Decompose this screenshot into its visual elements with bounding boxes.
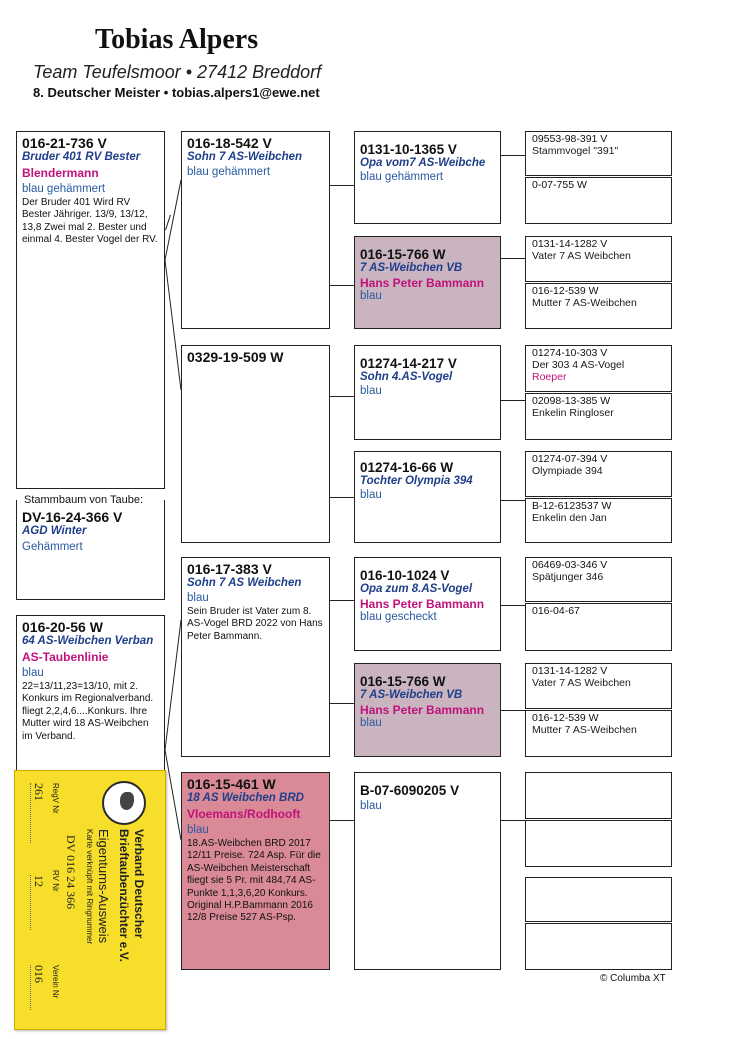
- g3-breeder-5: Hans Peter Bammann: [360, 597, 485, 611]
- g3-ring-1: 0131-10-1365 V: [360, 142, 457, 157]
- g3-box-3: [354, 345, 501, 440]
- g3-ring-4: 01274-16-66 W: [360, 460, 454, 475]
- g3-box-5: [354, 557, 501, 651]
- g4-ring-4: 016-12-539 W: [532, 285, 599, 297]
- owner-name: Tobias Alpers: [95, 24, 259, 55]
- g4-box-11: [525, 663, 672, 709]
- g4-ring-12: 016-12-539 W: [532, 712, 599, 724]
- g3-color-7: blau: [360, 800, 382, 812]
- father-name: Bruder 401 RV Bester: [22, 151, 141, 163]
- g4-note-9: Spätjunger 346: [532, 571, 604, 583]
- g4-box-14: [525, 820, 672, 867]
- g4-extra-5: Roeper: [532, 371, 567, 383]
- card-title: Eigentums-Ausweis: [96, 829, 111, 944]
- g4-box-9: [525, 557, 672, 602]
- mm-color: blau: [187, 824, 209, 836]
- g4-ring-7: 01274-07-394 V: [532, 453, 608, 465]
- g3-box-7: [354, 772, 501, 970]
- g4-box-2: [525, 177, 672, 224]
- g4-ring-10: 016-04-67: [532, 605, 580, 617]
- mm-breeder: Vloemans/Rodhooft: [187, 807, 301, 821]
- card-label-rv: RV Nr: [51, 870, 60, 892]
- g3-name-4: Tochter Olympia 394: [360, 475, 473, 487]
- subject-name: AGD Winter: [22, 525, 87, 537]
- card-org-1: Verband Deutscher: [132, 829, 146, 939]
- g4-box-10: [525, 603, 672, 651]
- card-label-verein: Verein Nr: [51, 965, 60, 999]
- subject-color: Gehämmert: [22, 541, 83, 553]
- ff-color: blau gehämmert: [187, 166, 271, 178]
- g4-ring-3: 0131-14-1282 V: [532, 238, 608, 250]
- pedigree-label: Stammbaum von Taube:: [24, 494, 144, 506]
- g4-note-12: Mutter 7 AS-Weibchen: [532, 724, 637, 736]
- g4-box-16: [525, 923, 672, 970]
- ownership-card: [14, 770, 166, 1030]
- footer-credit: © Columba XT: [600, 973, 666, 984]
- g3-name-3: Sohn 4.AS-Vogel: [360, 371, 453, 383]
- g4-ring-5: 01274-10-303 V: [532, 347, 608, 359]
- father-box: [16, 131, 165, 489]
- g4-box-1: [525, 131, 672, 176]
- g4-box-5: [525, 345, 672, 392]
- g3-breeder-6: Hans Peter Bammann: [360, 703, 485, 717]
- mm-box: [181, 772, 330, 970]
- g4-note-4: Mutter 7 AS-Weibchen: [532, 297, 637, 309]
- mm-ring: 016-15-461 W: [187, 776, 276, 792]
- connector-lines: [163, 150, 183, 870]
- g3-ring-3: 01274-14-217 V: [360, 356, 457, 371]
- card-org-2: Brieftaubenzüchter e.V.: [117, 829, 131, 962]
- g4-ring-8: B-12-6123537 W: [532, 500, 612, 512]
- mf-name: Sohn 7 AS Weibchen: [187, 577, 302, 589]
- g3-name-6: 7 AS-Weibchen VB: [360, 689, 463, 701]
- g4-ring-9: 06469-03-346 V: [532, 559, 608, 571]
- g3-color-6: blau: [360, 717, 382, 729]
- g4-note-3: Vater 7 AS Weibchen: [532, 250, 631, 262]
- g3-ring-5: 016-10-1024 V: [360, 568, 450, 583]
- g4-ring-11: 0131-14-1282 V: [532, 665, 608, 677]
- g3-ring-7: B-07-6090205 V: [360, 783, 460, 798]
- g4-box-8: [525, 498, 672, 543]
- mf-color: blau: [187, 592, 209, 604]
- g4-ring-6: 02098-13-385 W: [532, 395, 611, 407]
- g3-ring-2: 016-15-766 W: [360, 247, 446, 262]
- g4-box-7: [525, 451, 672, 497]
- team-address: Team Teufelsmoor • 27412 Breddorf: [33, 62, 322, 82]
- g3-name-1: Opa vom7 AS-Weibche: [360, 157, 486, 169]
- mother-text: 22=13/11,23=13/10, mit 2. Konkurs im Regionalverband. fliegt 2,2,4,6....Konkurs. Ihre Mutter wird 18 AS-Weibchen im Verband.: [22, 681, 154, 742]
- g4-note-11: Vater 7 AS Weibchen: [532, 677, 631, 689]
- mother-ring: 016-20-56 W: [22, 619, 103, 635]
- g4-note-6: Enkelin Ringloser: [532, 407, 614, 419]
- vdb-logo-icon: [102, 781, 146, 825]
- mf-ring: 016-17-383 V: [187, 561, 272, 577]
- g4-box-15: [525, 877, 672, 922]
- g3-box-2: [354, 236, 501, 329]
- g4-box-6: [525, 393, 672, 440]
- g3-color-4: blau: [360, 489, 382, 501]
- g3-color-5: blau gescheckt: [360, 611, 437, 623]
- mf-text: Sein Bruder ist Vater zum 8. AS-Vogel BRD 2022 von Hans Peter Bammann.: [187, 606, 323, 642]
- g3-breeder-2: Hans Peter Bammann: [360, 276, 485, 290]
- father-breeder: Blendermann: [22, 166, 99, 180]
- g4-note-1: Stammvogel "391": [532, 145, 619, 157]
- ff-ring: 016-18-542 V: [187, 135, 272, 151]
- g3-name-2: 7 AS-Weibchen VB: [360, 262, 463, 274]
- card-label-regv: RegV Nr: [51, 783, 60, 814]
- g4-box-13: [525, 772, 672, 819]
- g4-note-5: Der 303 4 AS-Vogel: [532, 359, 625, 371]
- subject-ring: DV-16-24-366 V: [22, 509, 123, 525]
- card-verein: 016: [30, 965, 46, 1010]
- g4-box-12: [525, 710, 672, 757]
- title-email: 8. Deutscher Meister • tobias.alpers1@ewe.net: [33, 85, 320, 100]
- mm-text: 18.AS-Weibchen BRD 2017 12/11 Preise. 724 Asp. Für die AS-Weibchen Meisterschaft fliegt sie 5 Pr. mit 484,74 AS-Punkte 1,1,3,6,20 Konkurs. Original H.P.Bammann 2016 12/8 Preise 527 AS-Psp.: [187, 838, 321, 924]
- g3-color-3: blau: [360, 385, 382, 397]
- g4-box-4: [525, 283, 672, 329]
- g3-box-6: [354, 663, 501, 757]
- card-subtitle: Karte verknüpft mit Ringnummer: [85, 829, 94, 945]
- subject-box: [16, 500, 165, 600]
- g3-box-1: [354, 131, 501, 224]
- mother-name: 64 AS-Weibchen Verban: [22, 635, 154, 647]
- ff-box: [181, 131, 330, 329]
- mother-color: blau: [22, 667, 44, 679]
- mm-name: 18 AS Weibchen BRD: [187, 792, 304, 804]
- g4-box-3: [525, 236, 672, 282]
- father-color: blau gehämmert: [22, 183, 106, 195]
- fm-box: [181, 345, 330, 543]
- card-regv: 261: [30, 783, 46, 843]
- g4-note-7: Olympiade 394: [532, 465, 603, 477]
- ff-name: Sohn 7 AS-Weibchen: [187, 151, 303, 163]
- g3-box-4: [354, 451, 501, 543]
- g3-color-2: blau: [360, 290, 382, 302]
- father-text: Der Bruder 401 Wird RV Bester Jähriger. 13/9, 13/12, 13,8 Zwei mal 2. Bester und einmal 4. Bester Vogel der RV.: [22, 197, 158, 246]
- g4-ring-2: 0-07-755 W: [532, 179, 587, 191]
- mother-breeder: AS-Taubenlinie: [22, 650, 109, 664]
- g4-ring-1: 09553-98-391 V: [532, 133, 608, 145]
- mf-box: [181, 557, 330, 757]
- card-ring-number: DV 016 24 366: [64, 835, 78, 910]
- fm-ring: 0329-19-509 W: [187, 349, 284, 365]
- g3-ring-6: 016-15-766 W: [360, 674, 446, 689]
- father-ring: 016-21-736 V: [22, 135, 107, 151]
- card-rv: 12: [30, 875, 46, 930]
- g3-color-1: blau gehämmert: [360, 171, 444, 183]
- g3-name-5: Opa zum 8.AS-Vogel: [360, 583, 473, 595]
- g4-note-8: Enkelin den Jan: [532, 512, 607, 524]
